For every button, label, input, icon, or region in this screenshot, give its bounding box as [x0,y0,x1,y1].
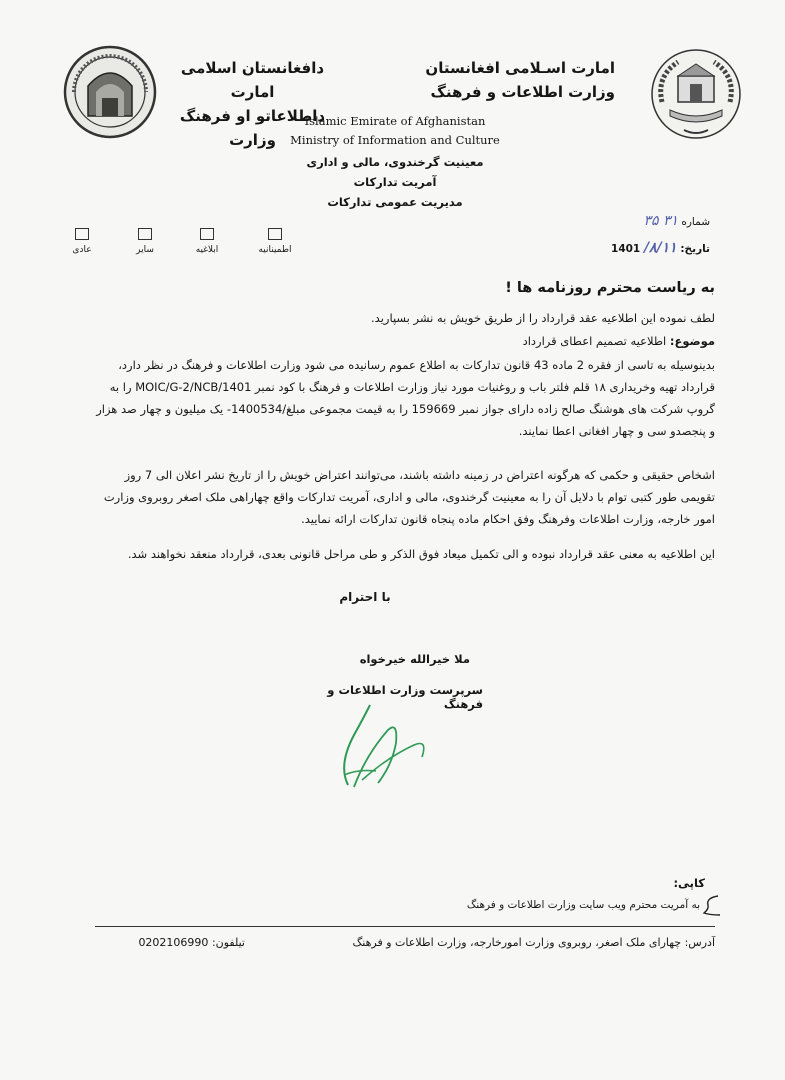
header-pashto-line-2: داطلاعاتو او فرهنگ وزارت [179,107,326,149]
header-departments [260,152,530,212]
footer-phone [95,936,245,949]
date-label: تاریخ: [680,243,710,255]
subject-text: اطلاعیه تصمیم اعطای قرارداد [522,334,667,348]
department-line-1: معینیت گرخندوی، مالی و اداری [306,155,484,169]
checkbox-normal[interactable] [52,228,112,255]
handwritten-signature [318,695,438,795]
letter-intro: لطف نموده این اطلاعیه عقد قرارداد را از طریق خویش به نشر بسپارید. [371,311,715,325]
document-date [590,240,710,256]
checkbox-box[interactable] [138,228,152,240]
header-english-line-1: Islamic Emirate of Afghanistan [304,114,486,128]
date-year: 1401 [611,243,641,255]
footer-address: آدرس: چهارای ملک اصغر، روبروی وزارت امورخارجه، وزارت اطلاعات و فرهنگ [352,936,715,949]
checkbox-box[interactable] [200,228,214,240]
letter-subject [95,330,715,352]
signatory-name: ملا خیرالله خیرخواه [359,652,470,666]
letter-paragraph-1: بدینوسیله به تاسی از فقره 2 ماده 43 قانون تدارکات به اطلاع عموم رسانیده می شود وزارت اطلاعات و فرهنگ در نظر دارد، قرارداد تهیه وخریداری ۱۸ قلم فلتر باب و روغنیات مورد نیاز وزارت اطلاعات و فرهنگ با کود نمبر MOIC/G-2/NCB/1401 را به گروپ شرکت های هوشنگ صالح زاده دارای جواز نمبر 159669 را به قیمت مجموعی مبلغ/1400534- یک میلیون و چهار صد هزار و پنجصدو سی و چهار افغانی اعطا نمایند. [96,358,715,438]
copy-recipient: به آمریت محترم ویب سایت وزارت اطلاعات و فرهنگ [466,899,700,911]
department-line-2: آمریت تدارکات [353,175,437,189]
header-pashto-line-1: دافغانستان اسلامی امارت [180,59,325,101]
subject-label: موضوع: [669,334,715,348]
copy-label: کاپی: [673,876,705,890]
checkbox-assurance[interactable] [245,228,305,255]
number-value: ۳۱ ۳۵ [643,213,679,229]
header-english-line-2: Ministry of Information and Culture [290,133,500,147]
letter-paragraph-3: این اطلاعیه به معنی عقد قرارداد نبوده و الی تکمیل میعاد فوق الذکر و طی مراحل قانونی بعدی، قرارداد منعقد نخواهند شد. [127,547,715,561]
checkbox-label: اطمینانیه [258,245,292,255]
header-dari-line-2: وزارت اطلاعات و فرهنگ [430,83,615,101]
phone-label: تیلفون: [211,936,245,949]
number-label: شماره [681,216,710,228]
letter-title: به ریاست محترم روزنامه ها ! [505,280,715,296]
checkbox-label: عادی [72,245,92,255]
footer-divider [95,926,715,927]
bracket-mark-icon [700,893,724,919]
phone-number: 0202106990 [138,936,209,949]
date-handwritten: ۸/۱۱/ [643,240,677,256]
checkbox-box[interactable] [75,228,89,240]
checkbox-label: ابلاغیه [195,245,219,255]
header-dari-line-1: امارت اسـلامی افغانستان [425,59,615,77]
emirate-emblem-logo [648,46,744,142]
signatory-title: سرپرست وزارت اطلاعات و فرهنگ [327,683,483,711]
checkbox-box[interactable] [268,228,282,240]
checkbox-notification[interactable] [177,228,237,255]
department-line-3: مدیریت عمومی تدارکات [327,195,463,209]
ministry-seal-logo [62,42,158,142]
checkbox-other[interactable] [115,228,175,255]
header-dari [415,56,615,104]
checkbox-label: سایر [136,245,154,255]
header-english [230,112,560,150]
closing-regards: با احترام [339,590,391,604]
document-number [600,213,710,229]
letter-paragraph-2: اشخاص حقیقی و حکمی که هرگونه اعتراض در زمینه داشته باشند، می‌توانند اعتراض خویش را از تاریخ نشر اعلان الی 7 روز تقویمی طور کتبی توام با دلایل آن را به معینیت گرخندوی، مالی و اداری، آمریت تدارکات واقع چهاراهی ملک اصغر روبروی وزارت امور خارجه، وزارت اطلاعات وفرهنگ وفق احکام ماده پنجاه قانون تدارکات ارائه نمایید. [103,468,715,526]
